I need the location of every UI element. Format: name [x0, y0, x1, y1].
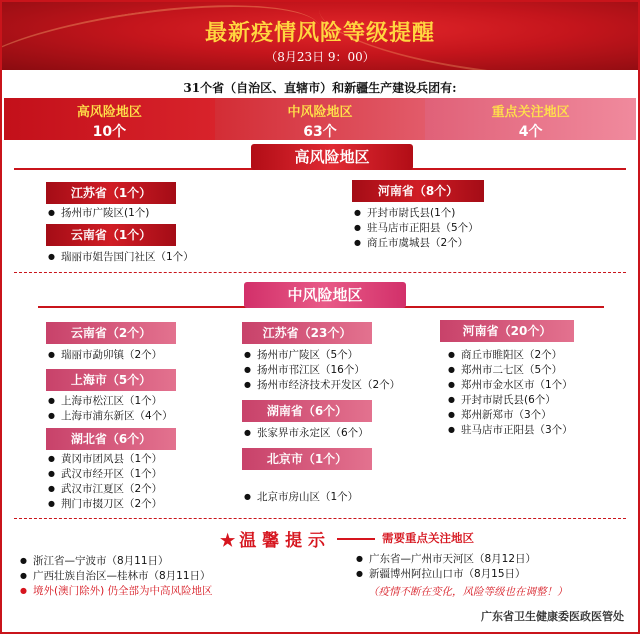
tips-note: （疫情不断在变化，风险等级也在调整！）: [368, 586, 568, 598]
summary-label: 重点关注地区: [491, 105, 570, 120]
list-item: ● 扬州市广陵区(1个): [48, 206, 149, 221]
page-subtitle: （8月23日 9：00）: [265, 50, 375, 64]
list-item: ● 扬州市经济技术开发区（2个）: [244, 378, 400, 393]
star-icon: ★: [220, 531, 236, 551]
summary-count: 10个: [92, 124, 127, 140]
list-item: ● 开封市尉氏县(6个）: [448, 393, 573, 408]
province-label: 湖北省（6个）: [46, 428, 176, 450]
province-label: 云南省（1个）: [46, 224, 176, 246]
summary-label: 高风险地区: [76, 105, 142, 120]
area-list: [48, 394, 173, 424]
list-item: ● 广东省—广州市天河区（8月12日）: [356, 552, 536, 567]
area-list: [48, 206, 149, 221]
area-list: [48, 348, 162, 363]
list-item: ● 境外(澳门除外) 仍全部为中高风险地区: [20, 584, 213, 599]
province-label: 北京市（1个）: [242, 448, 372, 470]
tips-list-right: [356, 552, 536, 582]
list-item: ● 驻马店市正阳县（5个）: [354, 221, 479, 236]
list-item: ● 开封市尉氏县(1个): [354, 206, 479, 221]
area-list: [48, 250, 194, 265]
list-item: ● 瑞丽市姐告国门社区（1个）: [48, 250, 194, 265]
page-title: 最新疫情风险等级提醒: [204, 20, 435, 46]
list-item: ● 北京市房山区（1个）: [244, 490, 358, 505]
list-item: ● 武汉市经开区（1个）: [48, 467, 162, 482]
high-risk-banner: 高风险地区: [251, 144, 413, 170]
divider: [14, 518, 626, 519]
summary-count: 63个: [303, 124, 337, 140]
summary-mid: [215, 98, 426, 140]
list-item: ● 浙江省—宁波市（8月11日）: [20, 554, 213, 569]
summary-focus: [425, 98, 636, 140]
list-item: ● 商丘市睢阳区（2个）: [448, 348, 573, 363]
list-item: ● 驻马店市正阳县（3个）: [448, 423, 573, 438]
area-list: [48, 452, 162, 512]
summary-high: [4, 98, 215, 140]
area-list: [244, 348, 400, 393]
list-item: ● 郑州市金水区市（1个）: [448, 378, 573, 393]
tips-title-text: 温 馨 提 示: [239, 531, 326, 551]
intro-text: 31个省（自治区、直辖市）和新疆生产建设兵团有:: [183, 81, 457, 95]
divider: [14, 272, 626, 273]
area-list: [244, 426, 369, 441]
summary-strip: [4, 98, 636, 140]
province-label: 江苏省（1个）: [46, 182, 176, 204]
list-item: ● 郑州新郑市（3个）: [448, 408, 573, 423]
list-item: ● 荆门市掇刀区（2个）: [48, 497, 162, 512]
area-list: [448, 348, 573, 438]
tips-title: [220, 526, 325, 551]
province-label: 江苏省（23个）: [242, 322, 372, 344]
province-label: 云南省（2个）: [46, 322, 176, 344]
list-item: ● 瑞丽市勐卯镇（2个）: [48, 348, 162, 363]
list-item: ● 上海市松江区（1个）: [48, 394, 173, 409]
province-label: 上海市（5个）: [46, 369, 176, 391]
tips-connector: [337, 538, 375, 540]
list-item: ● 新疆博州阿拉山口市（8月15日）: [356, 567, 536, 582]
list-item: ● 广西壮族自治区—桂林市（8月11日）: [20, 569, 213, 584]
header-banner: [2, 2, 638, 70]
province-label: 河南省（8个）: [352, 180, 484, 202]
list-item: ● 上海市浦东新区（4个）: [48, 409, 173, 424]
summary-label: 中风险地区: [287, 105, 353, 120]
tips-subtitle: 需要重点关注地区: [382, 531, 474, 545]
list-item: ● 黄冈市团风县（1个）: [48, 452, 162, 467]
list-item: ● 郑州市二七区（5个）: [448, 363, 573, 378]
list-item: ● 商丘市虞城县（2个）: [354, 236, 479, 251]
area-list: [354, 206, 479, 251]
area-list: [244, 490, 358, 505]
list-item: ● 扬州市广陵区（5个）: [244, 348, 400, 363]
tips-list-left: [20, 554, 213, 599]
list-item: ● 张家界市永定区（6个）: [244, 426, 369, 441]
list-item: ● 扬州市邗江区（16个）: [244, 363, 400, 378]
mid-risk-banner: 中风险地区: [244, 282, 406, 308]
province-label: 湖南省（6个）: [242, 400, 372, 422]
summary-count: 4个: [518, 124, 543, 140]
issuer-footer: 广东省卫生健康委医政医管处: [481, 610, 624, 623]
province-label: 河南省（20个）: [440, 320, 574, 342]
list-item: ● 武汉市江夏区（2个）: [48, 482, 162, 497]
